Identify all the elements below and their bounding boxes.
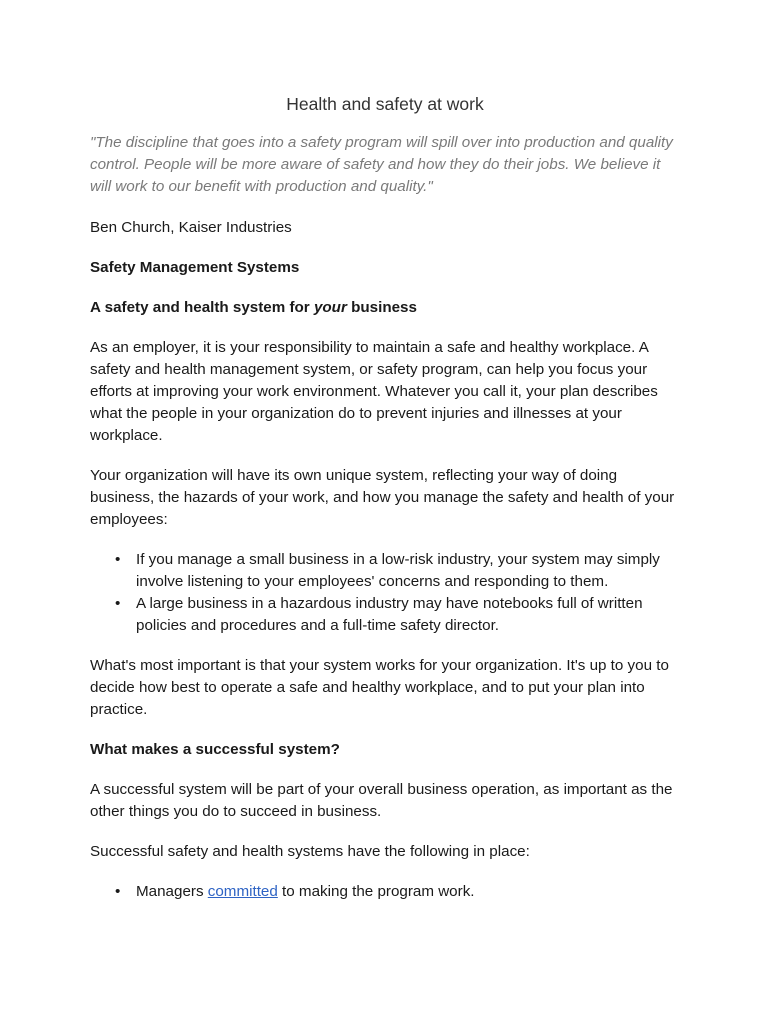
- list-item-text: If you manage a small business in a low-risk industry, your system may simply involve listening to your employees' concerns and responding to them.: [136, 551, 660, 590]
- paragraph-overall-operation: A successful system will be part of your overall business operation, as important as the other things you do to succeed in business.: [90, 781, 673, 820]
- committed-link[interactable]: committed: [207, 883, 278, 900]
- subheading-prefix: A safety and health system for: [90, 299, 314, 316]
- subheading: [90, 297, 680, 319]
- document-body: [90, 92, 680, 921]
- bullet-icon: •: [115, 595, 121, 612]
- section-heading: Safety Management Systems: [90, 259, 300, 276]
- bullet-list-system-examples: [90, 549, 680, 637]
- paragraph-unique-system: Your organization will have its own unique system, reflecting your way of doing business, the hazards of your work, and how you manage the safety and health of your employees:: [90, 467, 675, 528]
- subheading-emphasis: your: [313, 299, 347, 316]
- list-item: [115, 881, 680, 903]
- paragraph-employer-responsibility: As an employer, it is your responsibility to maintain a safe and healthy workplace. A safety and health management system, or safety program, can help you focus your efforts at improving your work environment. Whatever you call it, your plan describes what the people in your organization do to prevent injuries and illnesses at your workplace.: [90, 339, 658, 444]
- list-item-suffix: to making the program work.: [277, 883, 475, 900]
- list-item-text: A large business in a hazardous industry may have notebooks full of written policies and procedures and a full-time safety director.: [136, 595, 643, 634]
- quote-attribution: Ben Church, Kaiser Industries: [90, 219, 292, 236]
- bullet-list-successful-systems: [90, 881, 680, 903]
- list-item-prefix: Managers: [136, 883, 208, 900]
- paragraph-following-in-place: Successful safety and health systems have the following in place:: [90, 843, 530, 860]
- list-item: [115, 593, 680, 637]
- paragraph-most-important: What's most important is that your system works for your organization. It's up to you to decide how best to operate a safe and healthy workplace, and to put your plan into practice.: [90, 657, 669, 718]
- document-title: Health and safety at work: [286, 94, 484, 114]
- subheading-suffix: business: [346, 299, 417, 316]
- quote-paragraph: "The discipline that goes into a safety program will spill over into production and quality control. People will be more aware of safety and how they do their jobs. We believe it will work to our benefit with production and quality.": [90, 134, 673, 195]
- bullet-icon: •: [115, 551, 121, 568]
- list-item: [115, 549, 680, 593]
- heading-successful-system: What makes a successful system?: [90, 741, 340, 758]
- bullet-icon: •: [115, 883, 121, 900]
